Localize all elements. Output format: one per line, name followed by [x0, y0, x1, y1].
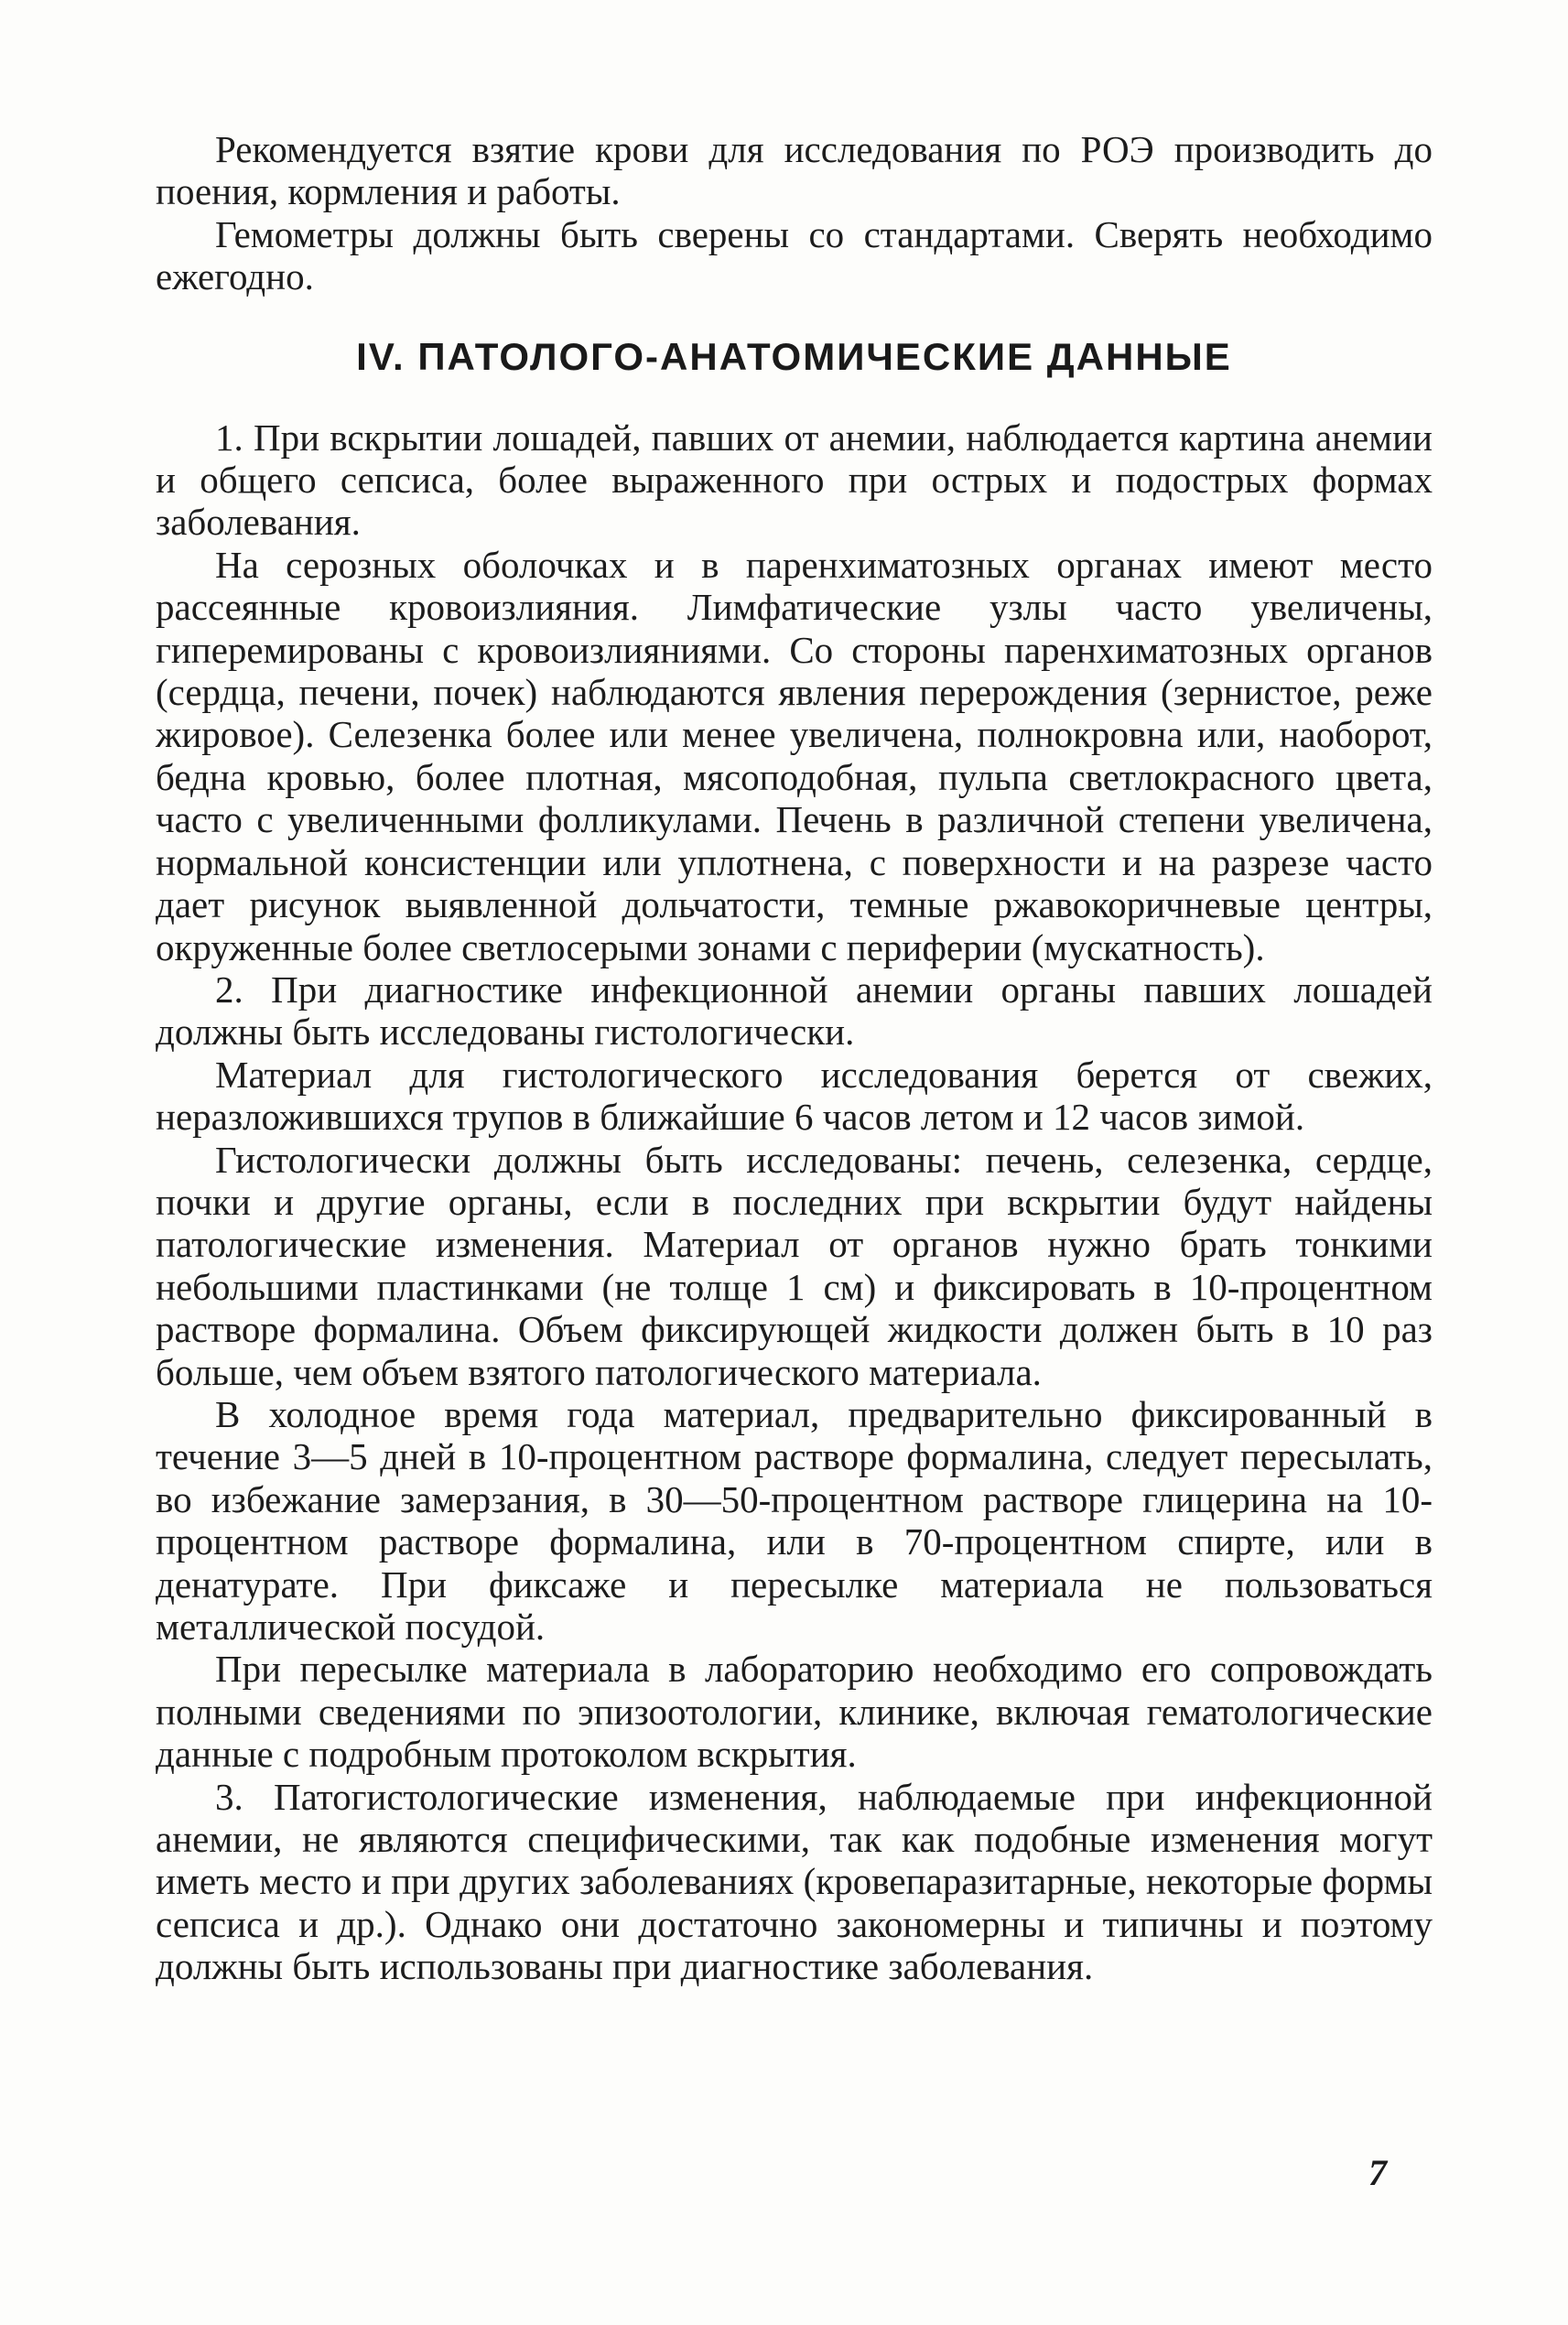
paragraph-3: 2. При диагностике инфекционной анемии органы павших лошадей должны быть исследованы гистологически.	[156, 968, 1433, 1054]
paragraph-2: На серозных оболочках и в паренхиматозных органах имеют место рассеянные кровоизлияния. Лимфатические узлы часто увеличены, гиперемированы с кровоизлияниями. Со стороны паренхиматозных органов (сердца, печени, почек) наблюдаются явления перерождения (зернистое, реже жировое). Селезенка более или менее увеличена, полнокровна или, наоборот, бедна кровью, более плотная, мясоподобная, пульпа светлокрасного цвета, часто с увеличенными фолликулами. Печень в различной степени увеличена, нормальной консистенции или уплотнена, с поверхности и на разрезе часто дает рисунок выявленной дольчатости, темные ржавокоричневые центры, окруженные более светлосерыми зонами с периферии (мускатность).	[156, 543, 1433, 968]
intro-paragraph-1: Рекомендуется взятие крови для исследования по РОЭ производить до поения, кормления и работы.	[156, 128, 1433, 213]
paragraph-4: Материал для гистологического исследования берется от свежих, неразложившихся трупов в ближайшие 6 часов летом и 12 часов зимой.	[156, 1053, 1433, 1139]
page-number: 7	[1368, 2152, 1387, 2193]
paragraph-7: При пересылке материала в лабораторию необходимо его сопровождать полными сведениями по эпизоотологии, клинике, включая гематологические данные с подробным протоколом вскрытия.	[156, 1648, 1433, 1776]
section-heading: IV. ПАТОЛОГО-АНАТОМИЧЕСКИЕ ДАННЫЕ	[356, 334, 1232, 378]
paragraph-6: В холодное время года материал, предварительно фиксированный в течение 3—5 дней в 10-процентном растворе формалина, следует пересылать, во избежание замерзания, в 30—50-процентном растворе глицерина на 10-процентном растворе формалина, или в 70-процентном спирте, или в денатурате. При фиксаже и пересылке материала не пользоваться металлической посудой.	[156, 1392, 1433, 1648]
paragraph-5: Гистологически должны быть исследованы: печень, селезенка, сердце, почки и другие органы, если в последних при вскрытии будут найдены патологические изменения. Материал от органов нужно брать тонкими небольшими пластинками (не толще 1 см) и фиксировать в 10-процентном растворе формалина. Объем фиксирующей жидкости должен быть в 10 раз больше, чем объем взятого патологического материала.	[156, 1138, 1433, 1393]
paragraph-8: 3. Патогистологические изменения, наблюдаемые при инфекционной анемии, не являются специфическими, так как подобные изменения могут иметь место и при других заболеваниях (кровепаразитарные, некоторые формы сепсиса и др.). Однако они достаточно закономерны и типичны и поэтому должны быть использованы при диагностике заболевания.	[156, 1775, 1433, 1988]
body-text	[156, 128, 1433, 1988]
intro-paragraph-2: Гемометры должны быть сверены со стандартами. Сверять необходимо ежегодно.	[156, 212, 1433, 298]
paragraph-1: 1. При вскрытии лошадей, павших от анемии, наблюдается картина анемии и общего сепсиса, более выраженного при острых и подострых формах заболевания.	[156, 416, 1433, 544]
